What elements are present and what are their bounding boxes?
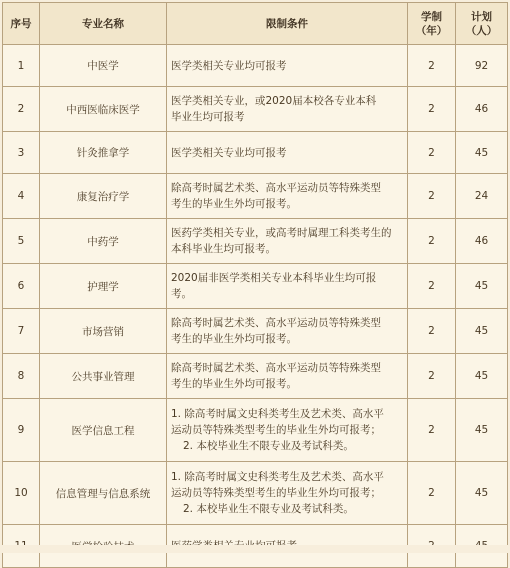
condition-line: 1. 除高考时属文史科类考生及艺术类、高水平 — [171, 408, 384, 420]
table-row — [3, 132, 508, 174]
table-row — [3, 399, 508, 462]
row-condition-cell — [167, 399, 408, 462]
row-no-cell: 10 — [3, 462, 40, 525]
table-row — [3, 87, 508, 132]
row-major-cell: 针灸推拿学 — [40, 132, 167, 174]
row-years-cell: 2 — [408, 132, 456, 174]
table-row — [3, 174, 508, 219]
condition-line: 毕业生均可报考 — [171, 111, 245, 123]
enrollment-plan-table — [2, 2, 508, 568]
row-major-cell: 信息管理与信息系统 — [40, 462, 167, 525]
condition-line: 除高考时属艺术类、高水平运动员等特殊类型 — [171, 317, 381, 329]
row-no-cell: 6 — [3, 264, 40, 309]
row-years-cell: 2 — [408, 264, 456, 309]
condition-line: 考。 — [171, 288, 192, 300]
row-major-cell: 中医学 — [40, 45, 167, 87]
row-quota-cell: 45 — [456, 132, 508, 174]
row-years-cell: 2 — [408, 462, 456, 525]
row-no-cell: 1 — [3, 45, 40, 87]
condition-line: 运动员等特殊类型考生的毕业生外均可报考； — [171, 487, 381, 499]
row-quota-cell: 45 — [456, 309, 508, 354]
condition-line: 除高考时属艺术类、高水平运动员等特殊类型 — [171, 182, 381, 194]
condition-line: 运动员等特殊类型考生的毕业生外均可报考； — [171, 424, 381, 436]
condition-line: 考生的毕业生外均可报考。 — [171, 333, 297, 345]
condition-line: 除高考时属艺术类、高水平运动员等特殊类型 — [171, 362, 381, 374]
header-years-line1: 学制 — [421, 10, 442, 23]
header-major: 专业名称 — [40, 3, 167, 45]
row-major-cell: 护理学 — [40, 264, 167, 309]
row-no-cell: 7 — [3, 309, 40, 354]
row-condition-cell — [167, 219, 408, 264]
row-major-cell: 中西医临床医学 — [40, 87, 167, 132]
condition-line: 考生的毕业生外均可报考。 — [171, 378, 297, 390]
condition-line: 医学类相关专业，或2020届本校各专业本科 — [171, 95, 377, 107]
header-no: 序号 — [3, 3, 40, 45]
row-quota-cell: 46 — [456, 219, 508, 264]
row-years-cell: 2 — [408, 354, 456, 399]
row-condition-cell — [167, 87, 408, 132]
condition-line: 2. 本校毕业生不限专业及考试科类。 — [183, 503, 354, 515]
condition-line: 本科毕业生均可报考。 — [171, 243, 276, 255]
row-quota-cell: 45 — [456, 264, 508, 309]
table-row — [3, 309, 508, 354]
row-quota-cell: 92 — [456, 45, 508, 87]
row-no-cell: 3 — [3, 132, 40, 174]
row-major-cell: 市场营销 — [40, 309, 167, 354]
row-no-cell: 4 — [3, 174, 40, 219]
row-years-cell: 2 — [408, 399, 456, 462]
row-condition-cell — [167, 309, 408, 354]
row-years-cell: 2 — [408, 219, 456, 264]
table-header-row — [3, 3, 508, 45]
condition-line: 1. 除高考时属文史科类考生及艺术类、高水平 — [171, 471, 384, 483]
row-no-cell: 2 — [3, 87, 40, 132]
condition-line: 2. 本校毕业生不限专业及考试科类。 — [183, 440, 354, 452]
header-quota — [456, 3, 508, 45]
condition-line: 2020届非医学类相关专业本科毕业生均可报 — [171, 272, 377, 284]
row-quota-cell: 46 — [456, 87, 508, 132]
row-no-cell: 8 — [3, 354, 40, 399]
row-quota-cell: 45 — [456, 354, 508, 399]
row-major-cell: 康复治疗学 — [40, 174, 167, 219]
table-row — [3, 462, 508, 525]
row-years-cell: 2 — [408, 174, 456, 219]
header-years — [408, 3, 456, 45]
row-years-cell: 2 — [408, 45, 456, 87]
header-condition: 限制条件 — [167, 3, 408, 45]
row-condition-cell — [167, 132, 408, 174]
row-no-cell: 5 — [3, 219, 40, 264]
table-row — [3, 354, 508, 399]
row-condition-cell — [167, 462, 408, 525]
row-quota-cell: 45 — [456, 399, 508, 462]
row-major-cell: 中药学 — [40, 219, 167, 264]
condition-line: 医学类相关专业均可报考 — [171, 146, 287, 159]
table-row — [3, 45, 508, 87]
condition-line: 医药学类相关专业，或高考时属理工科类考生的 — [171, 227, 392, 239]
row-condition-cell — [167, 354, 408, 399]
row-major-cell: 公共事业管理 — [40, 354, 167, 399]
row-major-cell: 医学信息工程 — [40, 399, 167, 462]
table-row — [3, 264, 508, 309]
row-no-cell: 9 — [3, 399, 40, 462]
row-condition-cell — [167, 45, 408, 87]
row-quota-cell: 45 — [456, 462, 508, 525]
header-quota-line2: （人） — [465, 24, 498, 37]
condition-line: 考生的毕业生外均可报考。 — [171, 198, 297, 210]
condition-line: 医学类相关专业均可报考 — [171, 59, 287, 72]
header-years-line2: （年） — [415, 24, 448, 37]
row-condition-cell — [167, 264, 408, 309]
page-bottom-edge — [0, 545, 510, 553]
header-quota-line1: 计划 — [471, 10, 492, 23]
table-row — [3, 219, 508, 264]
row-condition-cell — [167, 174, 408, 219]
row-quota-cell: 24 — [456, 174, 508, 219]
row-years-cell: 2 — [408, 87, 456, 132]
row-years-cell: 2 — [408, 309, 456, 354]
